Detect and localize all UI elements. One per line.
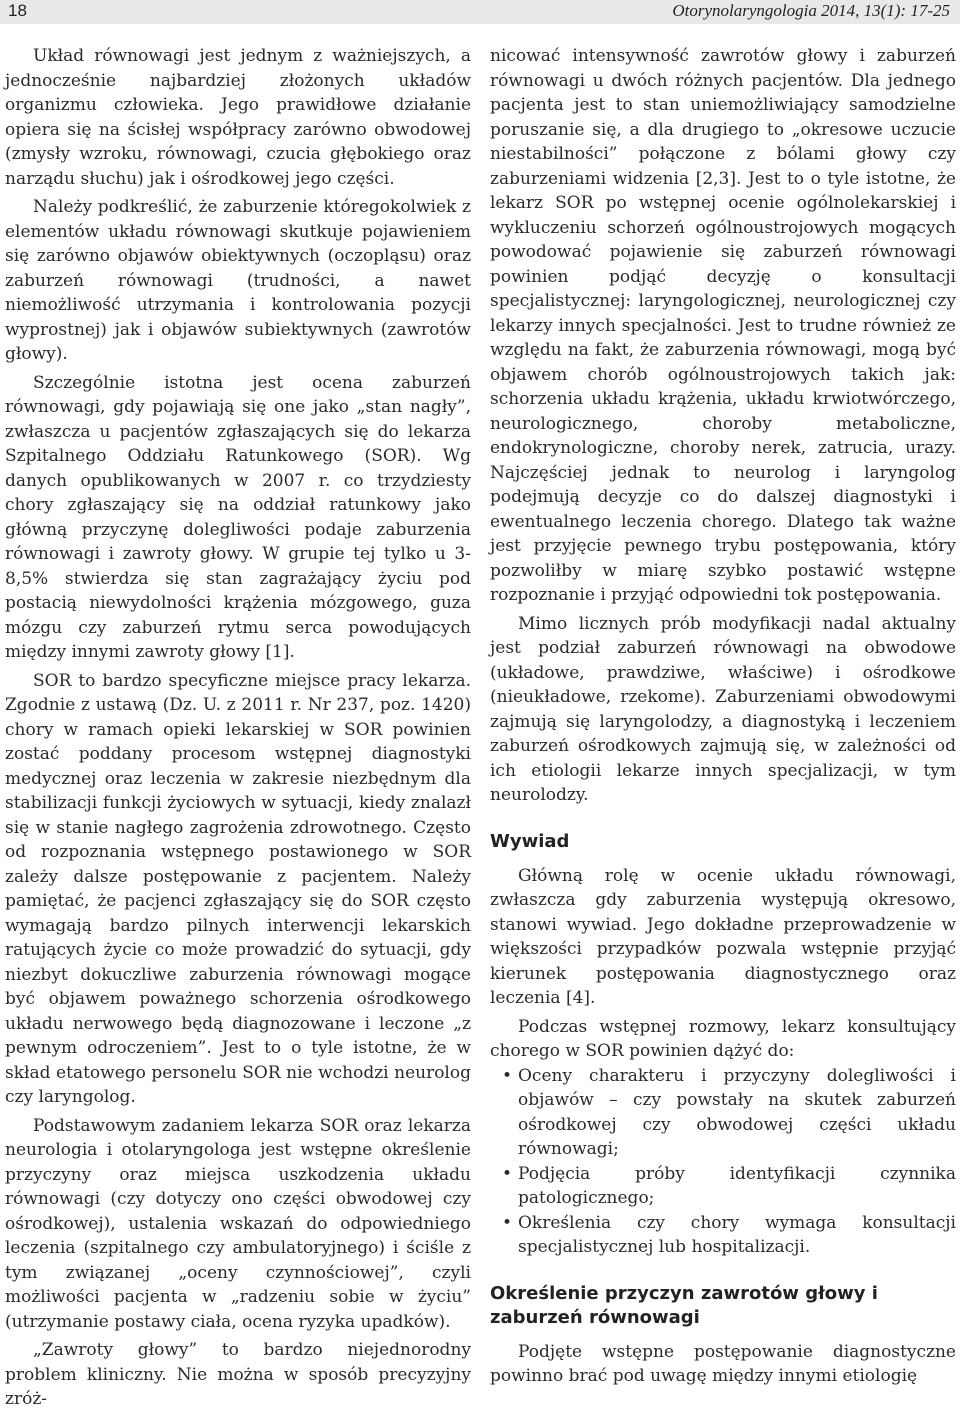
- section-heading: Określenie przyczyn zawrotów głowy i zaburzeń równowagi: [490, 1282, 878, 1328]
- page-header: [0, 0, 960, 24]
- paragraph: Podstawowym zadaniem lekarza SOR oraz lekarza neurologia i otolaryngologa jest wstępne określenie przyczyny oraz miejsca uszkodzenia układu równowagi (czy dotyczy ono części obwodowej czy ośrodkowej), ustalenia wskazań do odpowiedniego leczenia (szpitalnego czy ambulatoryjnego) i ściśle z tym związanej „oceny czynnościowej”, czyli możliwości pacjenta w „radzeniu sobie w życiu” (utrzymanie postawy ciała, ocena ryzyka upadków).: [5, 1115, 471, 1332]
- paragraph: Układ równowagi jest jednym z ważniejszych, a jednocześnie najbardziej złożonych układów organizmu człowieka. Jego prawidłowe działanie opiera się na ścisłej współpracy zarówno obwodowej (zmysły wzroku, równowagi, czucia głębokiego oraz narządu słuchu) jak i ośrodkowej jego części.: [5, 46, 471, 189]
- list-item: • Podjęcia próby identyfikacji czynnika patologicznego;: [490, 1162, 956, 1211]
- paragraph: Podczas wstępnej rozmowy, lekarz konsultujący chorego w SOR powinien dążyć do:: [490, 1016, 956, 1061]
- section-heading: Wywiad: [490, 830, 570, 852]
- paragraph: Należy podkreślić, że zaburzenie któregokolwiek z elementów układu równowagi skutkuje pojawieniem się zarówno objawów obiektywnych (oczopląsu) oraz zaburzeń równowagi (trudności, a nawet niemożliwość utrzymania i kontrolowania pozycji wyprostnej) jak i objawów subiektywnych (zawrotów głowy).: [5, 197, 471, 364]
- right-column: [490, 44, 956, 1389]
- paragraph: Szczególnie istotna jest ocena zaburzeń równowagi, gdy pojawiają się one jako „stan nagły”, zwłaszcza u pacjentów zgłaszających się do lekarza Szpitalnego Oddziału Ratunkowego (SOR). Wg danych opublikowanych w 2007 r. co trzydziesty chory zgłaszający się na oddział ratunkowy jako główną przyczynę dolegliwości podaje zaburzenia równowagi i zawroty głowy. W grupie tej tylko u 3-8,5% stwierdza się stan zagrażający życiu pod postacią niewydolności krążenia mózgowego, guza mózgu czy zaburzeń rytmu serca powodujących między innymi zawroty głowy [1].: [5, 372, 471, 662]
- paragraph: SOR to bardzo specyficzne miejsce pracy lekarza. Zgodnie z ustawą (Dz. U. z 2011 r. Nr 237, poz. 1420) chory w ramach opieki lekarskiej w SOR powinien zostać poddany procesom wstępnej diagnostyki medycznej oraz leczenia w zakresie niezbędnym dla stabilizacji funkcji życiowych w sytuacji, kiedy znalazł się w stanie nagłego zagrożenia zdrowotnego. Często od rozpoznania wstępnego postawionego w SOR zależy dalsze postępowanie z pacjentem. Należy pamiętać, że pacjenci zgłaszający się do SOR często wymagają bardzo pilnych interwencji lekarskich ratujących życie co może prowadzić do sytuacji, gdy niezbyt dokuczliwe zaburzenia równowagi mogące być objawem poważnego schorzenia ośrodkowego układu nerwowego będą diagnozowane i leczone „z pewnym odroczeniem”. Jest to o tyle istotne, że w skład etatowego personelu SOR nie wchodzi neurolog czy laryngolog.: [5, 670, 471, 1107]
- paragraph: Główną rolę w ocenie układu równowagi, zwłaszcza gdy zaburzenia występują okresowo, stanowi wywiad. Jego dokładne przeprowadzenie w większości przypadków pozwala wstępnie przyjąć kierunek postępowania diagnostycznego oraz leczenia [4].: [490, 865, 956, 1008]
- paragraph: Podjęte wstępne postępowanie diagnostyczne powinno brać pod uwagę między innymi etiologię: [490, 1341, 956, 1386]
- list-item: • Określenia czy chory wymaga konsultacji specjalistycznej lub hospitalizacji.: [490, 1211, 956, 1260]
- bullet-list: [490, 1064, 956, 1260]
- paragraph: Mimo licznych prób modyfikacji nadal aktualny jest podział zaburzeń równowagi na obwodowe (układowe, prawdziwe, właściwe) i ośrodkowe (nieukładowe, rzekome). Zaburzeniami obwodowymi zajmują się laryngolodzy, a diagnostyką i leczeniem zaburzeń ośrodkowych zajmują się, w zależności od ich etiologii lekarze innych specjalizacji, w tym neurolodzy.: [490, 613, 956, 805]
- paragraph: nicować intensywność zawrotów głowy i zaburzeń równowagi u dwóch różnych pacjentów. Dla jednego pacjenta jest to stan uniemożliwiający samodzielne poruszanie się, a dla drugiego to „okresowe uczucie niestabilności” połączone z bólami głowy czy zaburzeniami widzenia [2,3]. Jest to o tyle istotne, że lekarz SOR po wstępnej ocenie ogólnolekarskiej i wykluczeniu schorzeń ogólnoustrojowych mogących powodować pojawienie się zaburzeń równowagi powinien podjąć decyzję o konsultacji specjalistycznej: laryngologicznej, neurologicznej czy lekarzy innych specjalności. Jest to trudne również ze względu na fakt, że zaburzenia równowagi, mogą być objawem chorób ogólnoustrojowych takich jak: schorzenia układu krążenia, układu krwiotwórczego, neurologicznego, choroby metaboliczne, endokrynologiczne, choroby nerek, zatrucia, urazy. Najczęściej jednak to neurolog i laryngolog podejmują decyzje co do dalszej diagnostyki i ewentualnego leczenia chorego. Dlatego tak ważne jest przyjęcie pewnego trybu postępowania, który pozwoliłby w miarę szybko postawić wstępne rozpoznanie i przyjąć odpowiedni tok postępowania.: [490, 46, 956, 605]
- journal-citation: Otorynolaryngologia 2014, 13(1): 17-25: [672, 1, 950, 20]
- paragraph: „Zawroty głowy” to bardzo niejednorodny problem kliniczny. Nie można w sposób precyzyjny zróż-: [5, 1340, 471, 1409]
- list-item: • Oceny charakteru i przyczyny dolegliwości i objawów – czy powstały na skutek zaburzeń ośrodkowej czy obwodowej części układu równowagi;: [490, 1064, 956, 1162]
- left-column: [5, 44, 471, 1412]
- page-number: 18: [8, 1, 27, 20]
